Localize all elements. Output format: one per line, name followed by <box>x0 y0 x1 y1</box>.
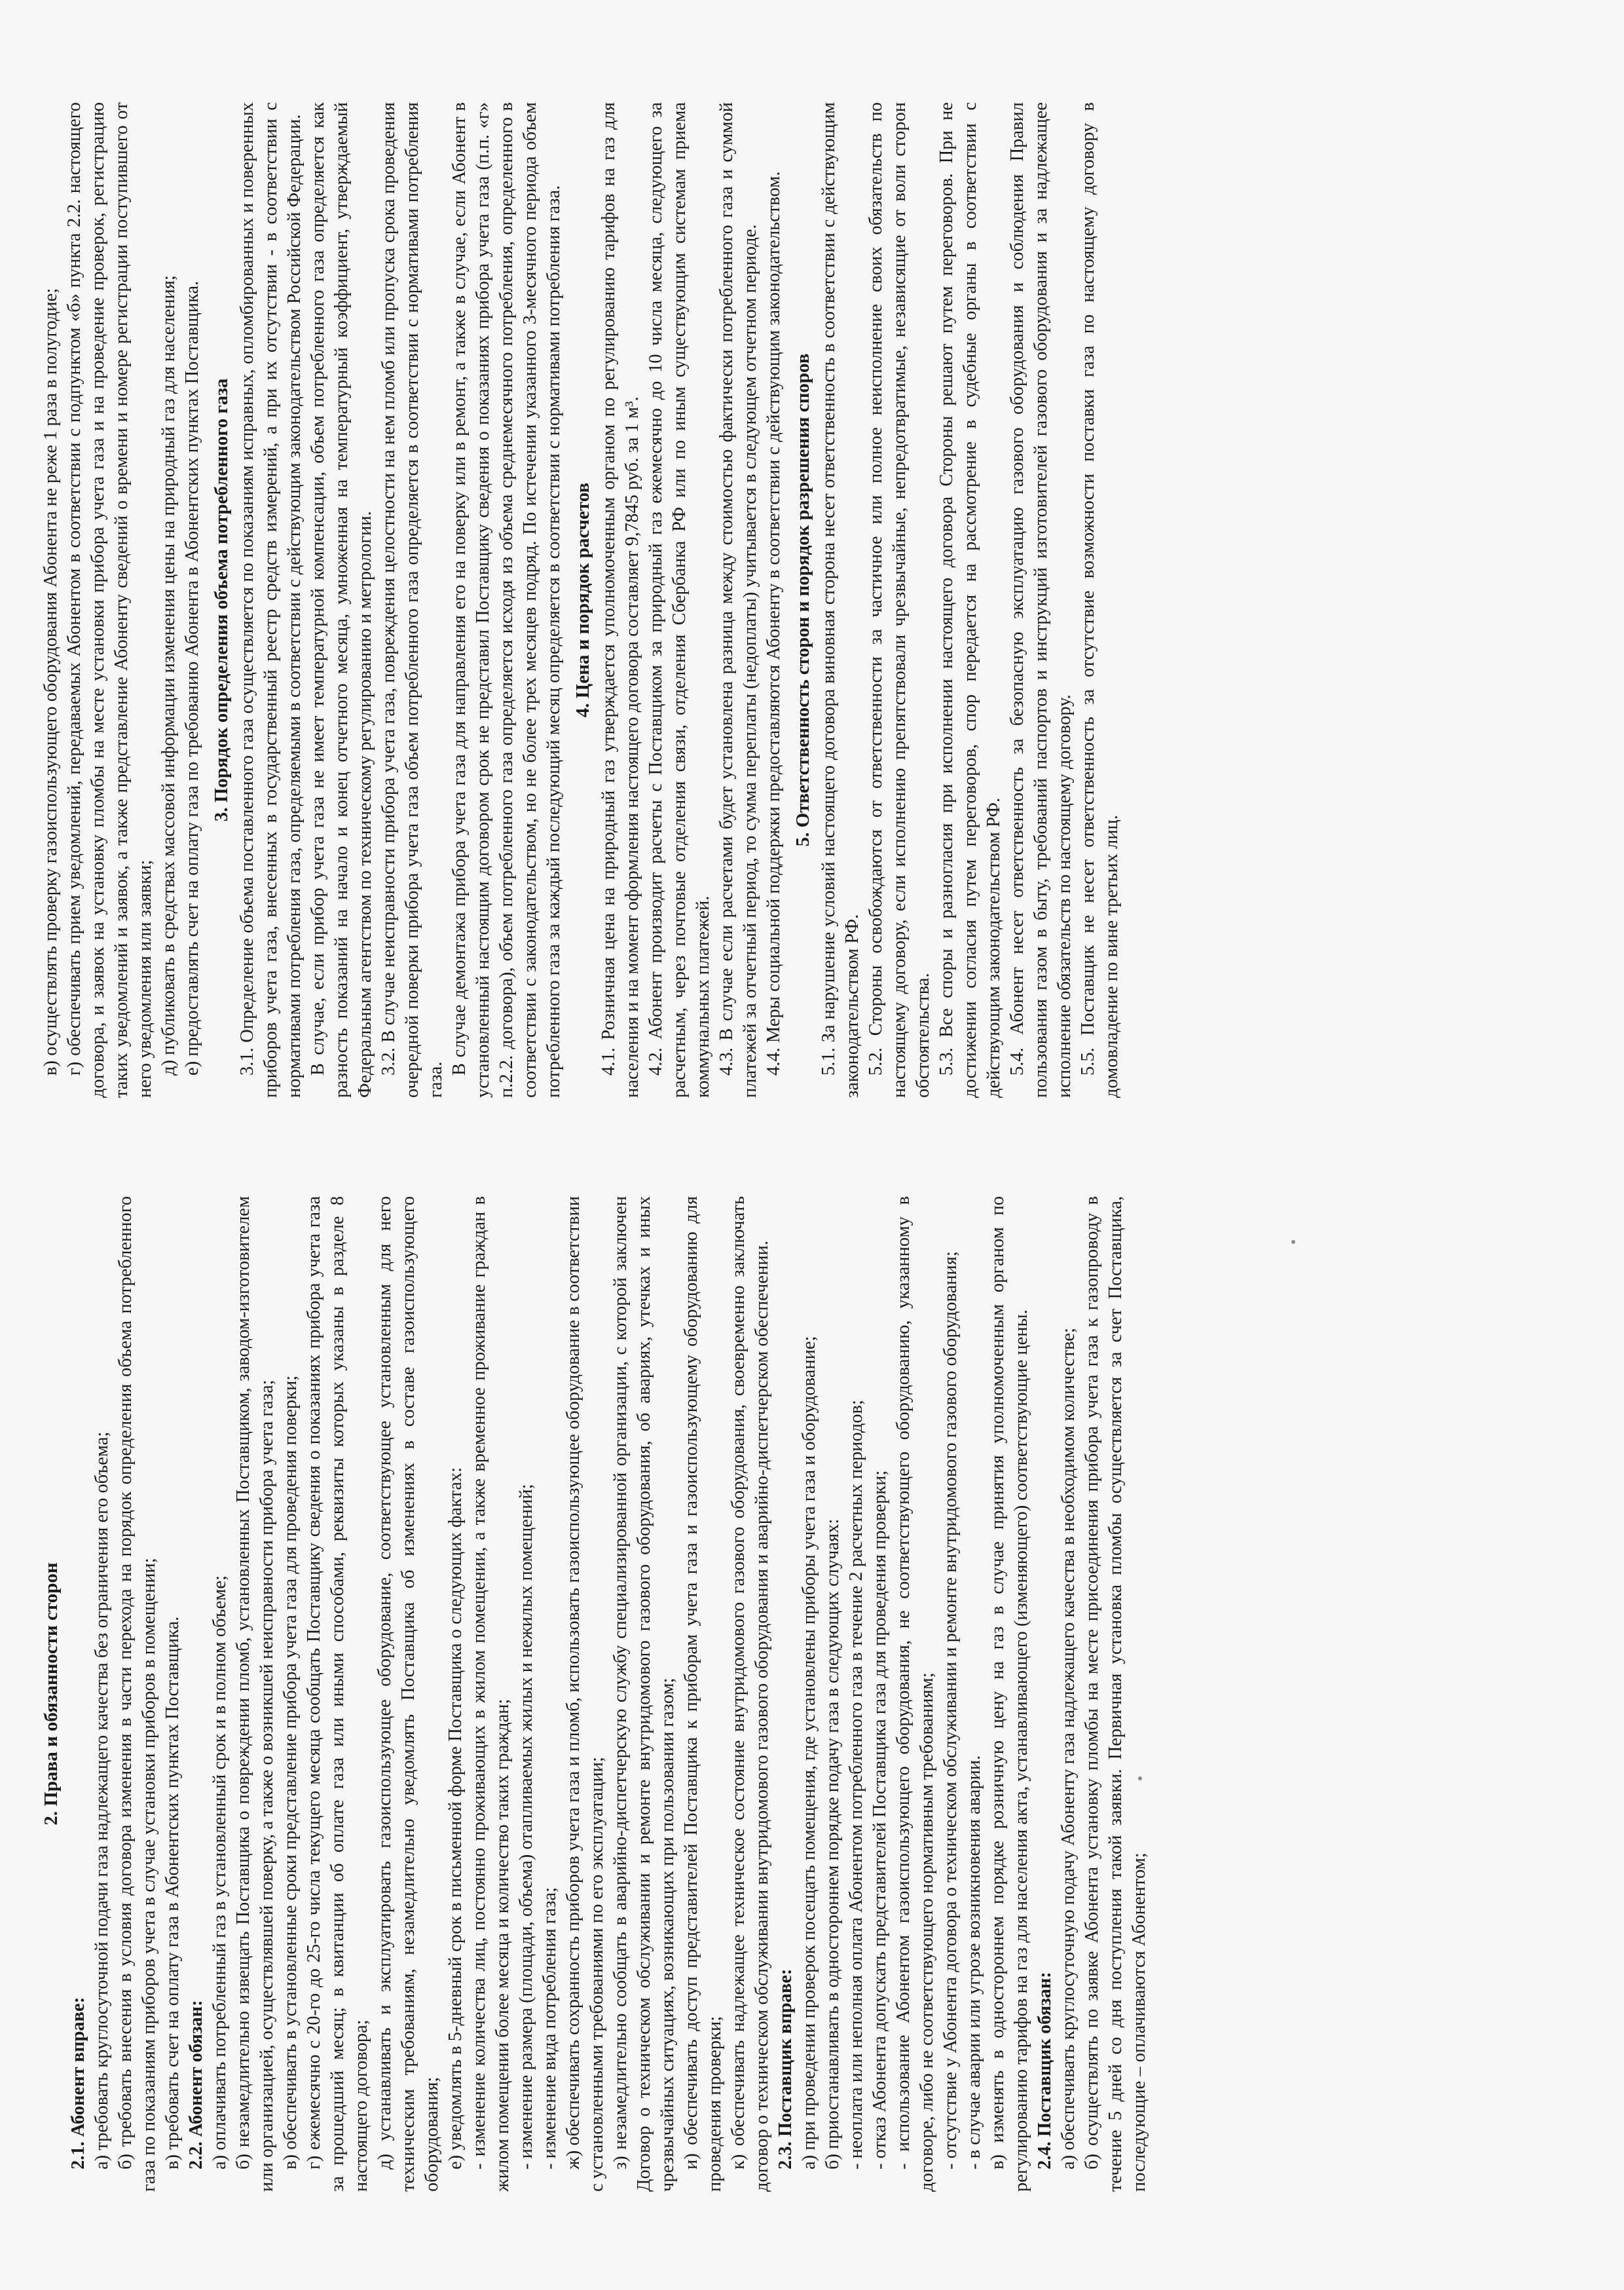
paragraph-text: д) устанавливать и эксплуатировать газоиспользующее оборудование, соответствующее установленным для него техническим требованиям, незамедлительно уведомлять Поставщика об изменениях в составе газоиспользующего оборудования; <box>375 1196 442 2192</box>
paragraph-text: а) при проведении проверок посещать помещения, где установлены приборы учета газа и оборудование; <box>799 1336 819 2169</box>
paragraph <box>821 1196 845 2192</box>
paragraph <box>90 1196 114 2192</box>
paragraph-text: - изменение вида потребления газа; <box>540 1887 560 2169</box>
paragraph <box>774 1196 798 2192</box>
paragraph-text: б) требовать внесения в условия договора изменения в части перехода на порядок определения объема потребленного газа по показаниям приборов учета в случае установки приборов в помещении; <box>115 1196 159 2192</box>
section-4-heading: 4. Цена и порядок расчетов <box>572 482 593 718</box>
paragraph: 4.1. Розничная цена на природный газ утверждается уполномоченным органом по регулированию тарифов на газ для населения и на момент оформления настоящего договора составляет 9,7845 руб. за 1 м³. <box>599 102 642 1098</box>
paragraph <box>798 1196 821 2192</box>
paragraph: В случае демонтажа прибора учета газа для направления его на поверку или в ремонт, а также в случае, если Абонент в установленный настоящим договором срок не представил Поставщику сведения о показаниях прибора учета газа (п.п. «г» п.2.2. договора), объем потребленного газа определяется исходя из объема среднемесячного потребления, определенного в соответствии с законодательством, но не более трех месяцев подряд. По истечении указанного 3-месячного периода объем потребленного газа за каждый последующий месяц определяется в соответствии с нормативами потребления газа. <box>449 102 564 1098</box>
paragraph-text: - в случае аварии или угрозе возникновения аварии. <box>964 1755 984 2169</box>
paragraph: в) осуществлять проверку газоиспользующего оборудования Абонента не реже 1 раза в полугодие; <box>41 288 61 1076</box>
paragraph: 4.3. В случае если расчетами будет установлена разница между стоимостью фактически потребленного газа и суммой платежей за отчетный период, то сумма переплаты (недоплаты) учитывается в следующем отчетном периоде. <box>716 102 760 1098</box>
left-column <box>39 1196 1598 2192</box>
paragraph <box>939 1196 963 2192</box>
paragraph: 3.2. В случае неисправности прибора учета газа, повреждения целостности на нем пломб или пропуска срока проведения очередной поверки прибора учета газа объем потребленного газа определяется в соответствии с нормативами потребления газа. <box>378 102 446 1098</box>
section-3-heading: 3. Порядок определения объема потребленного газа <box>211 378 232 822</box>
paragraph: В случае, если прибор учета газа не имеет температурной компенсации, объем потребленного газа определяется как разность показаний на начало и конец отчетного месяца, умноженная на температурный коэффициент, утверждаемый Федеральным агентством по техническому регулированию и метрологии. <box>308 102 375 1098</box>
paragraph <box>963 1196 986 2192</box>
paragraph: д) публиковать в средствах массовой информации изменения цены на природный газ для населения; <box>158 275 179 1076</box>
paragraph-text: к) обеспечивать надлежащее техническое состояние внутридомового газового оборудования, своевременно заключать договор о техническом обслуживании внутридомового газового оборудования и аварийно-диспетчерском обеспечении. <box>728 1196 772 2192</box>
paragraph <box>185 1196 208 2192</box>
paragraph-text: з) незамедлительно сообщать в аварийно-диспетчерскую службу специализированной организации, с которой заключен Договор о техническом обслуживании и ремонте внутридомового газового оборудования, об авариях, утечках и иных чрезвычайных ситуациях, возникающих при пользовании газом; <box>610 1196 678 2192</box>
paragraph-text: а) оплачивать потребленный газ в установленный срок и в полном объеме; <box>210 1575 230 2169</box>
paragraph <box>515 1196 538 2192</box>
paragraph-text: б) приостанавливать в одностороннем порядке подачу газа в следующих случаях: <box>822 1518 843 2169</box>
paragraph: г) обеспечивать прием уведомлений, передаваемых Абонентом в соответствии с подпунктом «б» пункта 2.2. настоящего договора, и заявок на установку пломбы на месте установки прибора учета газа и на проведение проверок, регистрацию таких уведомлений и заявок, а также представление Абоненту сведений о времени и номере регистрации поступившего от него уведомления или заявки; <box>64 102 155 1098</box>
paragraph <box>609 1196 680 2192</box>
section-2-continuation <box>39 102 204 1098</box>
paragraph-text: а) обеспечивать круглосуточную подачу Абоненту газа надлежащего качества в необходимом количестве; <box>1058 1328 1079 2169</box>
paragraph-text: б) осуществлять по заявке Абонента установку пломбы на месте присоединения прибора учета газа к газопроводу в течение 5 дней со дня поступления такой заявки. Первичная установка пломбы осуществляется за счет Поставщика, последующие – оплачиваются Абонентом; <box>1082 1196 1149 2192</box>
paragraph <box>892 1196 939 2192</box>
scan-speck <box>1291 1240 1295 1244</box>
paragraph <box>1080 1196 1151 2192</box>
paragraph: е) предоставлять счет на оплату газа по требованию Абонента в Абонентских пунктах Поставщика. <box>182 280 202 1076</box>
section-4-body <box>597 102 786 1098</box>
paragraph: 5.3. Все споры и разногласия при исполнении настоящего договора Стороны решают путем переговоров. При не достижении согласия путем переговоров, спор передается на рассмотрение в судебные органы в соответствии с действующим законодательством РФ. <box>936 102 1004 1098</box>
section-3-body <box>236 102 566 1098</box>
scan-speck <box>1138 1776 1142 1780</box>
paragraph-text: в) требовать счет на оплату газа в Абонентских пунктах Поставщика. <box>162 1616 183 2169</box>
subsection-label: 2.2. Абонент обязан: <box>186 2000 206 2169</box>
paragraph <box>468 1196 515 2192</box>
paragraph <box>986 1196 1033 2192</box>
paragraph-text: в) изменять в одностороннем порядке розничную цену на газ в случае принятия уполномоченным органом по регулированию тарифов на газ для населения акта, устанавливающего (изменяющего) соответствующие цены. <box>987 1196 1031 2192</box>
paragraph <box>868 1196 892 2192</box>
paragraph <box>161 1196 185 2192</box>
section-2-heading: 2. Права и обязанности сторон <box>41 1562 62 1826</box>
paragraph-text: - изменение количества лиц, постоянно проживающих в жилом помещении, а также временное проживание граждан в жилом помещении более месяца и количество таких граждан; <box>469 1196 513 2192</box>
paragraph <box>1057 1196 1080 2192</box>
paragraph: 5.2. Стороны освобождаются от ответственности за частичное или полное неисполнение своих обязательств по настоящему договору, если исполнению препятствовали чрезвычайные, непредотвратимые, независящие от воли сторон обстоятельства. <box>866 102 933 1098</box>
section-5-body <box>817 102 1124 1098</box>
paragraph-text: е) уведомлять в 5-дневный срок в письменной форме Поставщика о следующих фактах: <box>445 1467 466 2169</box>
paragraph <box>680 1196 727 2192</box>
paragraph <box>1033 1196 1057 2192</box>
paragraph <box>279 1196 303 2192</box>
paragraph <box>373 1196 444 2192</box>
paragraph-text: г) ежемесячно с 20-го до 25-го числа текущего месяца сообщать Поставщику сведения о показаниях прибора учета газа за прошедший месяц; в квитанции об оплате газа или иными способами, реквизиты которых указаны в разделе 8 настоящего договора; <box>304 1196 371 2192</box>
paragraph-text: - изменение размера (площади, объема) отапливаемых жилых и нежилых помещений; <box>516 1484 536 2169</box>
paragraph: 5.1. За нарушение условий настоящего договора виновная сторона несет ответственность в соответствии с действующим законодательством РФ. <box>819 102 862 1098</box>
paragraph-text: а) требовать круглосуточной подачи газа надлежащего качества без ограничения его объема; <box>92 1431 112 2169</box>
paragraph <box>444 1196 468 2192</box>
paragraph <box>67 1196 90 2192</box>
paragraph <box>303 1196 373 2192</box>
paragraph: 4.4. Меры социальной поддержки предоставляются Абоненту в соответствии с действующим законодательством. <box>764 171 784 1076</box>
paragraph-text: б) незамедлительно извещать Поставщика о повреждении пломб, установленных Поставщиком, заводом-изготовителем или организацией, осуществлявшей поверку, а также о возникшей неисправности прибора учета газа; <box>233 1196 277 2192</box>
paragraph-text: ж) обеспечивать сохранность приборов учета газа и пломб, использовать газоиспользующее оборудование в соответствии с установленными требованиями по его эксплуатации; <box>563 1196 607 2192</box>
paragraph <box>538 1196 562 2192</box>
paragraph-text: - отказ Абонента допускать представителей Поставщика газа для проведения проверки; <box>870 1470 890 2169</box>
paragraph-text: - использование Абонентом газоиспользующего оборудования, не соответствующего оборудованию, указанному в договоре, либо не соответствующего нормативным требованиям; <box>893 1196 937 2192</box>
paragraph <box>845 1196 868 2192</box>
paragraph <box>562 1196 609 2192</box>
paragraph-text: и) обеспечивать доступ представителей Поставщика к приборам учета газа и газоиспользующему оборудованию для проведения проверки; <box>681 1196 725 2192</box>
paragraph <box>208 1196 232 2192</box>
paragraph-text: - отсутствие у Абонента договора о техническом обслуживании и ремонте внутридомового газового оборудования; <box>940 1251 961 2169</box>
paragraph-text: - неоплата или неполная оплата Абонентом потребленного газа в течение 2 расчетных периодов; <box>846 1400 866 2169</box>
right-column <box>39 102 1598 1098</box>
subsection-label: 2.4. Поставщик обязан: <box>1035 1972 1055 2169</box>
paragraph: 5.5. Поставщик не несет ответственность за отсутствие возможности поставки газа по настоящему договору в домовладение по вине третьих лиц. <box>1078 102 1122 1098</box>
section-2-body <box>67 1196 1151 2192</box>
subsection-label: 2.3. Поставщик вправе: <box>775 1968 796 2169</box>
paragraph-text: в) обеспечивать в установленные сроки представление прибора учета газа для проведения поверки; <box>280 1375 301 2169</box>
subsection-label: 2.1. Абонент вправе: <box>68 1997 88 2169</box>
section-5-heading: 5. Ответственность сторон и порядок разрешения споров <box>792 353 813 847</box>
paragraph: 3.1. Определение объема поставленного газа осуществляется по показаниям исправных, опломбированных и поверенных приборов учета газа, внесенных в государственный реестр средств измерений, а при их отсутствии - в соответствии с нормативами потребления газа, определяемыми в соответствии с действующим законодательством Российской Федерации. <box>237 102 304 1098</box>
paragraph: 4.2. Абонент производит расчеты с Поставщиком за природный газ ежемесячно до 10 числа месяца, следующего за расчетным, через почтовые отделения связи, отделения Сбербанка РФ или по иным существующим системам приема коммунальных платежей. <box>646 102 713 1098</box>
paragraph <box>727 1196 774 2192</box>
paragraph: 5.4. Абонент несет ответственность за безопасную эксплуатацию газового оборудования и соблюдения Правил пользования газом в быту, требований паспортов и инструкций изготовителей газового оборудования и за надлежащее исполнение обязательств по настоящему договору. <box>1007 102 1075 1098</box>
paragraph <box>114 1196 161 2192</box>
paragraph <box>232 1196 279 2192</box>
